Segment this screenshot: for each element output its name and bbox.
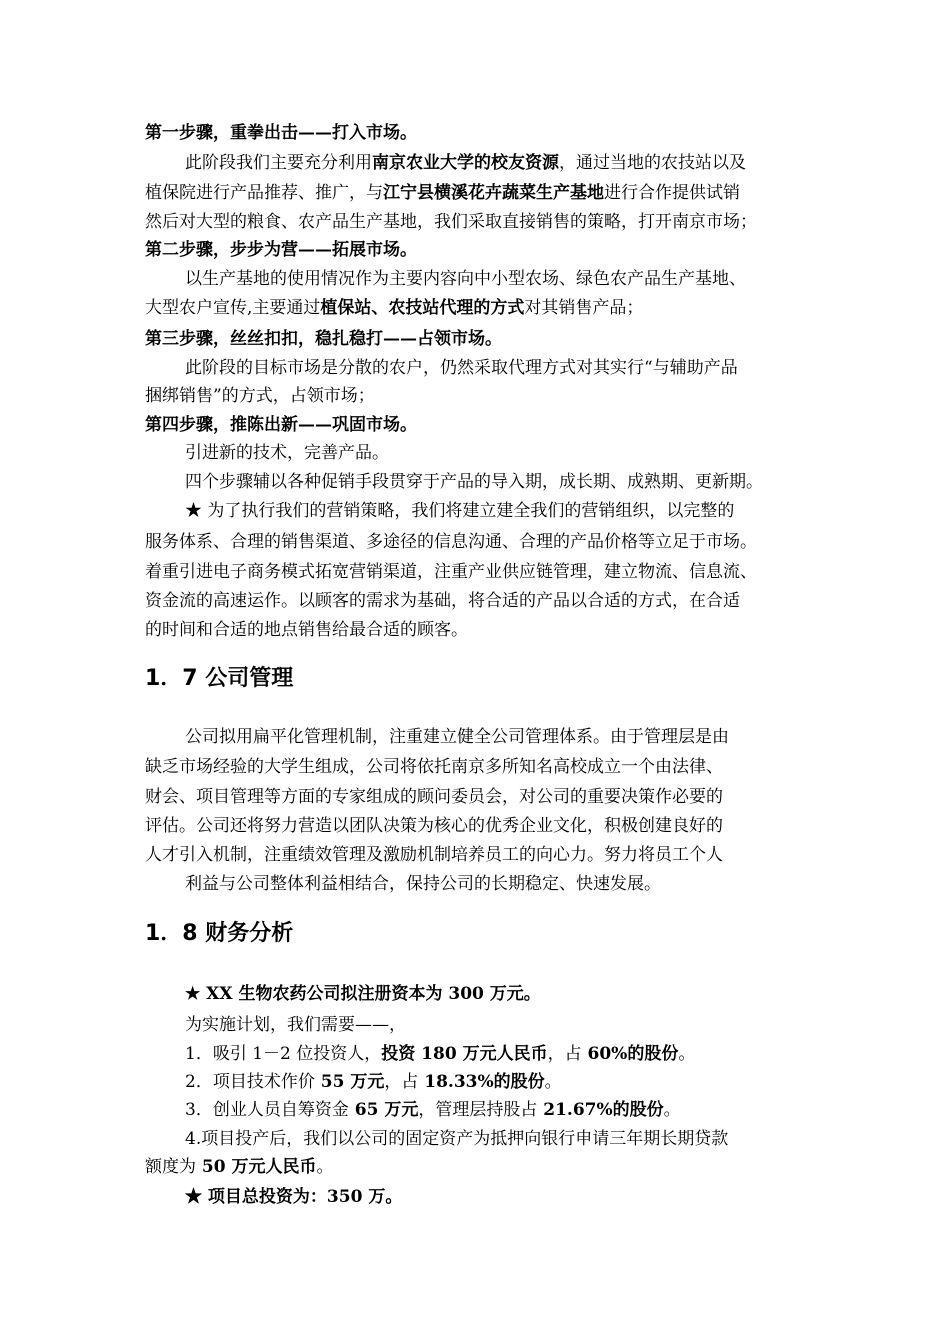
- strategy-paragraph-line4: 资金流的高速运作。以顾客的需求为基础，将合适的产品以合适的方式，在合适: [145, 591, 740, 611]
- text-run: 。: [663, 1100, 681, 1120]
- finance-heading: 1．8 财务分析: [145, 921, 294, 946]
- finance-item-4-line2: [145, 1155, 334, 1179]
- step1-paragraph-line2: [145, 181, 740, 205]
- step1-paragraph-line1: [185, 151, 746, 175]
- strategy-paragraph-line5: 的时间和合适的地点销售给最合适的顾客。: [145, 620, 468, 640]
- management-line4: 评估。公司还将努力营造以团队决策为核心的优秀企业文化，积极创建良好的: [145, 816, 723, 836]
- step4-paragraph: 引进新的技术，完善产品。: [185, 443, 389, 463]
- text-run: ，占: [384, 1072, 419, 1092]
- summary-paragraph: 四个步骤辅以各种促销手段贯穿于产品的导入期，成长期、成熟期、更新期。: [185, 472, 763, 492]
- finance-item-4-line1: 4.项目投产后，我们以公司的固定资产为抵押向银行申请三年期长期贷款: [185, 1129, 729, 1149]
- step2-title: 第二步骤，步步为营——拓展市场。: [145, 240, 417, 260]
- text-run: 进行合作提供试销: [604, 183, 740, 203]
- step3-paragraph-line2: 捆绑销售”的方式，占领市场；: [145, 386, 375, 406]
- text-run: 植保院进行产品推荐、推广，与: [145, 183, 383, 203]
- management-line6: 利益与公司整体利益相结合，保持公司的长期稳定、快速发展。: [185, 874, 661, 894]
- emphasis-text: 21.67%的股份: [537, 1100, 664, 1120]
- emphasis-text: 18.33%的股份: [418, 1072, 545, 1092]
- emphasis-text: 50 万元人民币: [196, 1157, 317, 1177]
- text-run: ，管理层持股占: [418, 1100, 538, 1120]
- text-run: 。: [544, 1072, 562, 1092]
- emphasis-text: 南京农业大学的校友资源: [372, 153, 559, 173]
- management-line5: 人才引入机制，注重绩效管理及激励机制培养员工的向心力。努力将员工个人: [145, 845, 723, 865]
- management-line2: 缺乏市场经验的大学生组成，公司将依托南京多所知名高校成立一个由法律、: [145, 757, 723, 777]
- step3-title: 第三步骤，丝丝扣扣，稳扎稳打——占领市场。: [145, 329, 502, 349]
- text-run: 。: [678, 1044, 696, 1064]
- text-run: 额度为: [145, 1157, 196, 1177]
- total-investment: ★ 项目总投资为：350 万。: [185, 1187, 403, 1207]
- strategy-paragraph-line1: ★ 为了执行我们的营销策略，我们将建立建全我们的营销组织，以完整的: [185, 501, 735, 521]
- step2-paragraph-line1: 以生产基地的使用情况作为主要内容向中小型农场、绿色农产品生产基地、: [185, 269, 746, 289]
- text-run: 。: [316, 1157, 334, 1177]
- emphasis-text: 投资 180 万元人民币: [381, 1044, 548, 1064]
- management-line1: 公司拟用扁平化管理机制，注重建立健全公司管理体系。由于管理层是由: [185, 727, 729, 747]
- emphasis-text: 65 万元: [348, 1100, 419, 1120]
- step3-paragraph-line1: 此阶段的目标市场是分散的农户，仍然采取代理方式对其实行“与辅助产品: [185, 358, 738, 378]
- strategy-paragraph-line3: 着重引进电子商务模式拓宽营销渠道，注重产业供应链管理，建立物流、信息流、: [145, 562, 757, 582]
- text-run: 对其销售产品；: [524, 298, 644, 318]
- emphasis-text: 55 万元: [314, 1072, 385, 1092]
- management-heading: 1．7 公司管理: [145, 666, 294, 691]
- step2-paragraph-line2: [145, 296, 643, 320]
- finance-item-1: [185, 1042, 695, 1066]
- text-run: ，通过当地的农技站以及: [559, 153, 746, 173]
- text-run: 3．创业人员自筹资金: [185, 1100, 349, 1120]
- text-run: 2．项目技术作价: [185, 1072, 315, 1092]
- text-run: 此阶段我们主要充分利用: [185, 153, 372, 173]
- emphasis-text: 60%的股份: [581, 1044, 679, 1064]
- emphasis-text: 江宁县横溪花卉蔬菜生产基地: [383, 183, 604, 203]
- text-run: 大型农户宣传,主要通过: [145, 298, 321, 318]
- finance-item-3: [185, 1098, 681, 1122]
- plan-intro: 为实施计划，我们需要——，: [185, 1015, 406, 1035]
- step1-title: 第一步骤，重拳出击——打入市场。: [145, 123, 417, 143]
- registered-capital: ★ XX 生物农药公司拟注册资本为 300 万元。: [185, 984, 541, 1004]
- step1-paragraph-line3: 然后对大型的粮食、农产品生产基地，我们采取直接销售的策略，打开南京市场；: [145, 212, 757, 232]
- emphasis-text: 植保站、农技站代理的方式: [320, 298, 525, 318]
- finance-item-2: [185, 1070, 562, 1094]
- step4-title: 第四步骤，推陈出新——巩固市场。: [145, 415, 417, 435]
- text-run: 1．吸引 1－2 位投资人，: [185, 1044, 382, 1064]
- text-run: ，占: [547, 1044, 582, 1064]
- management-line3: 财会、项目管理等方面的专家组成的顾问委员会，对公司的重要决策作必要的: [145, 787, 723, 807]
- strategy-paragraph-line2: 服务体系、合理的销售渠道、多途径的信息沟通、合理的产品价格等立足于市场。: [145, 532, 757, 552]
